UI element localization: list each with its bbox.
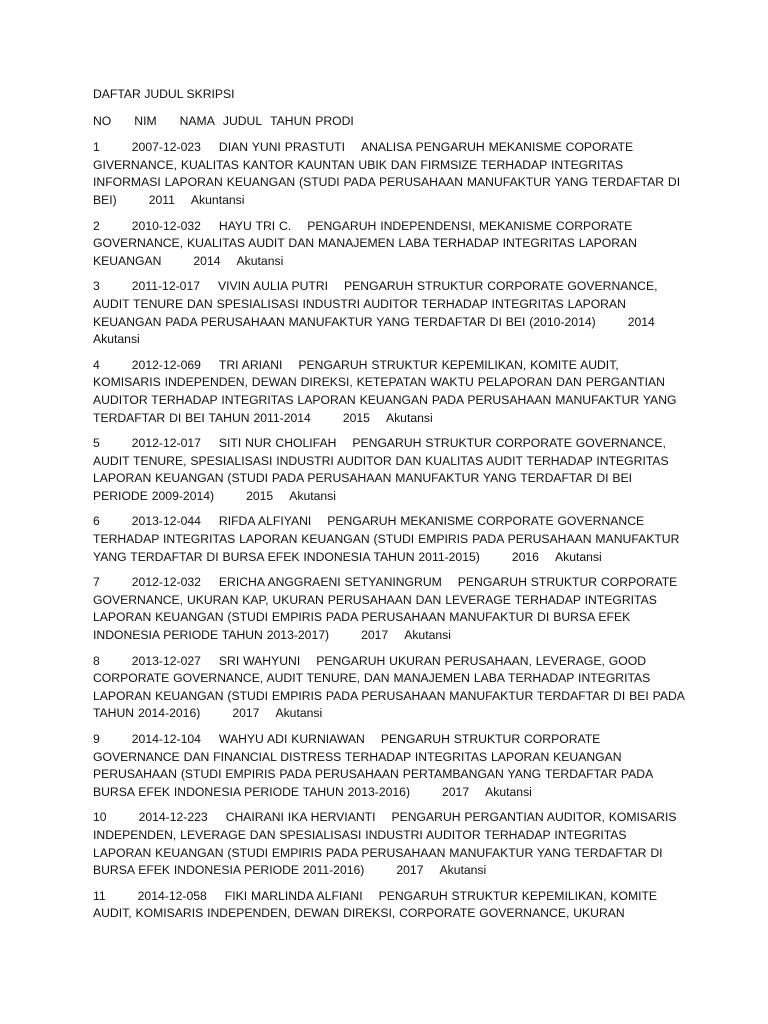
list-item [93, 574, 688, 644]
entry-nama: CHAIRANI IKA HERVIANTI [225, 810, 376, 825]
entry-nama: RIFDA ALFIYANI [218, 514, 312, 529]
list-item [93, 513, 688, 566]
entry-nama: HAYU TRI C. [218, 218, 292, 233]
entry-no: 8 [93, 653, 100, 668]
entry-tahun: 2017 [232, 706, 260, 721]
entry-nim: 2014-12-104 [131, 732, 201, 746]
entry-judul: PENGARUH STRUKTUR CORPORATE GOVERNANCE, AUDIT TENURE, SPESIALISASI INDUSTRI AUDITOR DAN KUALITAS AUDIT TERHADAP INTEGRITAS LAPORAN KEUANGAN (STUDI PADA PERUSAHAAN MANUFAKTUR YANG TERDAFTAR DI BEI PERIODE 2009-2014) [93, 436, 673, 503]
list-item [93, 278, 688, 348]
entry-prodi: Akutansi [554, 549, 602, 564]
entry-nama: SRI WAHYUNI [218, 653, 301, 668]
list-item [93, 139, 688, 209]
entry-tahun: 2014 [627, 314, 655, 329]
entry-nim: 2011-12-017 [131, 279, 200, 294]
entry-no: 6 [93, 514, 100, 529]
entry-prodi: Akutansi [404, 628, 451, 643]
list-item [93, 653, 688, 723]
entry-prodi: Akutansi [485, 784, 532, 799]
list-item [93, 357, 688, 427]
entry-tahun: 2014 [193, 253, 221, 268]
entry-nim: 2010-12-032 [131, 218, 201, 233]
entry-nim: 2013-12-044 [131, 514, 201, 529]
entry-no: 4 [93, 357, 100, 372]
entry-tahun: 2015 [342, 410, 370, 425]
entry-no: 10 [93, 810, 107, 825]
entry-judul: PENGARUH STRUKTUR CORPORATE GOVERNANCE DAN FINANCIAL DISTRESS TERHADAP INTEGRITAS LAPORAN KEUANGAN PERUSAHAAN (STUDI EMPIRIS PADA PERUSAHAAN PERTAMBANGAN YANG TERDAFTAR PADA BURSA EFEK INDONESIA PERIODE TAHUN 2013-2016) [93, 732, 657, 799]
header-tahun: TAHUN [270, 113, 312, 128]
entry-prodi: Akutansi [275, 706, 323, 721]
header-nim: NIM [134, 113, 157, 128]
entry-judul: PENGARUH MEKANISME CORPORATE GOVERNANCE TERHADAP INTEGRITAS LAPORAN KEUANGAN (STUDI EMPIRIS PADA PERUSAHAAN MANUFAKTUR YANG TERDAFTAR DI BURSA EFEK INDONESIA TAHUN 2011-2015) [93, 514, 684, 564]
entry-no: 7 [93, 575, 100, 590]
entry-no: 9 [93, 732, 100, 746]
entry-tahun: 2017 [396, 863, 424, 878]
list-item [93, 435, 688, 505]
list-item [93, 888, 688, 923]
entry-no: 1 [93, 140, 100, 155]
entry-tahun: 2017 [361, 628, 389, 643]
entry-judul: PENGARUH STRUKTUR KEPEMILIKAN, KOMITE AUDIT, KOMISARIS INDEPENDEN, DEWAN DIREKSI, KETEPATAN WAKTU PELAPORAN DAN PERGANTIAN AUDITOR TERHADAP INTEGRITAS LAPORAN KEUANGAN PADA PERUSAHAAN MANUFAKTUR YANG TERDAFTAR DI BEI TAHUN 2011-2014 [93, 357, 681, 425]
entry-nama: TRI ARIANI [218, 357, 283, 372]
entry-judul: PENGARUH STRUKTUR CORPORATE GOVERNANCE, UKURAN KAP, UKURAN PERUSAHAAN DAN LEVERAGE TERHADAP INTEGRITAS LAPORAN KEUANGAN (STUDI EMPIRIS PADA PERUSAHAAN MANUFAKTUR DI BURSA EFEK INDONESIA PERIODE TAHUN 2013-2017) [93, 575, 682, 643]
entry-no: 5 [93, 436, 100, 451]
entry-nama: VIVIN AULIA PUTRI [218, 279, 329, 294]
entry-nama: SITI NUR CHOLIFAH [218, 436, 337, 451]
entry-judul: PENGARUH UKURAN PERUSAHAAN, LEVERAGE, GOOD CORPORATE GOVERNANCE, AUDIT TENURE, DAN MANAJEMEN LABA TERHADAP INTEGRITAS LAPORAN KEUANGAN (STUDI EMPIRIS PADA PERUSAHAAN MANUFAKTUR TERDAFTAR DI BEI PADA TAHUN 2014-2016) [93, 653, 688, 721]
entry-list [93, 139, 688, 923]
entry-tahun: 2016 [511, 549, 539, 564]
entry-judul: PENGARUH PERGANTIAN AUDITOR, KOMISARIS INDEPENDEN, LEVERAGE DAN SPESIALISASI INDUSTRI AUDITOR TERHADAP INTEGRITAS LAPORAN KEUANGAN (STUDI EMPIRIS PADA PERUSAHAAN MANUFAKTUR YANG TERDAFTAR DI BURSA EFEK INDONESIA PERIODE 2011-2016) [93, 810, 681, 878]
list-item [93, 731, 688, 801]
entry-prodi: Akuntansi [190, 192, 245, 207]
entry-judul: PENGARUH INDEPENDENSI, MEKANISME CORPORATE GOVERNANCE, KUALITAS AUDIT DAN MANAJEMEN LABA TERHADAP INTEGRITAS LAPORAN KEUANGAN [93, 218, 641, 268]
entry-nama: DIAN YUNI PRASTUTI [218, 140, 345, 155]
entry-no: 3 [93, 279, 100, 294]
entry-nama: FIKI MARLINDA ALFIANI [224, 888, 363, 903]
entry-no: 2 [93, 218, 100, 233]
header-nama: NAMA [179, 113, 215, 128]
entry-nim: 2014-12-058 [137, 888, 207, 903]
entry-prodi: Akutansi [289, 488, 336, 503]
entry-tahun: 2015 [246, 488, 274, 503]
column-header-row [93, 113, 688, 131]
entry-prodi: Akutansi [385, 410, 433, 425]
entry-nama: ERICHA ANGGRAENI SETYANINGRUM [218, 575, 442, 590]
entry-no: 11 [93, 888, 106, 903]
header-no: NO [93, 113, 112, 128]
entry-prodi: Akutansi [439, 863, 487, 878]
entry-judul: PENGARUH STRUKTUR CORPORATE GOVERNANCE, AUDIT TENURE DAN SPESIALISASI INDUSTRI AUDITOR TERHADAP INTEGRITAS LAPORAN KEUANGAN PADA PERUSAHAAN MANUFAKTUR YANG TERDAFTAR DI BEI (2010-2014) [93, 279, 661, 329]
entry-nim: 2013-12-027 [131, 653, 201, 668]
entry-judul: PENGARUH STRUKTUR KEPEMILIKAN, KOMITE AUDIT, KOMISARIS INDEPENDEN, DEWAN DIREKSI, CORPORATE GOVERNANCE, UKURAN [93, 888, 661, 921]
entry-tahun: 2011 [148, 192, 175, 207]
entry-nim: 2007-12-023 [131, 140, 201, 155]
entry-nama: WAHYU ADI KURNIAWAN [218, 732, 365, 746]
list-item [93, 809, 688, 879]
entry-nim: 2012-12-069 [131, 357, 201, 372]
entry-tahun: 2017 [442, 784, 470, 799]
entry-prodi: Akutansi [93, 332, 140, 347]
entry-nim: 2014-12-223 [138, 810, 208, 825]
document-title: DAFTAR JUDUL SKRIPSI [93, 87, 235, 101]
entry-judul: ANALISA PENGARUH MEKANISME COPORATE GIVERNANCE, KUALITAS KANTOR KAUNTAN UBIK DAN FIRMSIZE TERHADAP INTEGRITAS INFORMASI LAPORAN KEUANGAN (STUDI PADA PERUSAHAAN MANUFAKTUR YANG TERDAFTAR DI BEI) [93, 140, 684, 207]
list-item [93, 218, 688, 271]
entry-nim: 2012-12-017 [131, 436, 201, 451]
header-judul: JUDUL [222, 113, 263, 128]
entry-prodi: Akutansi [236, 253, 284, 268]
header-prodi: PRODI [315, 113, 354, 128]
entry-nim: 2012-12-032 [131, 575, 201, 590]
